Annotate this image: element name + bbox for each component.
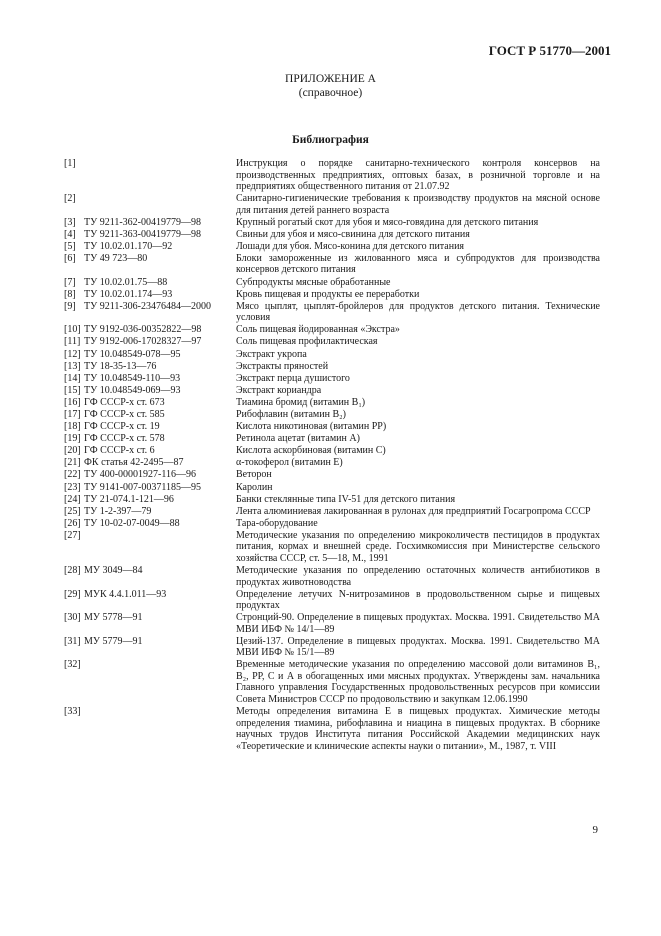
entry-reference <box>64 397 236 409</box>
entry-number: [3] <box>64 216 76 228</box>
entry-number: [18] <box>64 421 81 433</box>
entry-code: ГФ СССР-х ст. 585 <box>84 409 165 420</box>
entry-description: Лента алюминиевая лакированная в рулонах для предприятий Госагропрома СССР <box>236 505 591 517</box>
entry-reference <box>64 457 236 469</box>
entry-reference <box>64 361 236 373</box>
entry-number: [14] <box>64 372 81 384</box>
entry-description: Мясо цыплят, цыплят-бройлеров для продуктов детского питания. Технические условия <box>236 300 600 324</box>
entry-number: [17] <box>64 409 81 420</box>
entry-code: ТУ 10.02.01.174—93 <box>84 288 173 300</box>
entry-reference <box>64 518 236 530</box>
entry-reference <box>64 433 236 445</box>
entry-number: [8] <box>64 288 76 300</box>
bibliography-entry <box>64 373 600 385</box>
entry-reference <box>64 253 236 265</box>
bibliography-entry <box>64 589 600 612</box>
entry-reference <box>64 530 236 542</box>
entry-description: Блоки замороженные из жилованного мяса и субпродуктов для производства консервов детского питания <box>236 252 600 276</box>
entry-description: Веторон <box>236 469 272 481</box>
appendix-heading <box>0 72 661 100</box>
bibliography-entry <box>64 612 600 635</box>
entry-description: Кислота никотиновая (витамин РР) <box>236 421 387 433</box>
entry-reference <box>64 301 236 313</box>
entry-description: Тиамина бромид (витамин B₁) <box>236 396 366 408</box>
entry-description: Банки стеклянные типа IV-51 для детского питания <box>236 493 456 505</box>
bibliography-entry <box>64 530 600 565</box>
entry-number: [20] <box>64 445 81 457</box>
entry-number: [10] <box>64 324 81 336</box>
entry-reference <box>64 589 236 601</box>
entry-reference <box>64 409 236 421</box>
bibliography-entry <box>64 445 600 457</box>
entry-number: [30] <box>64 612 81 624</box>
bibliography-entry <box>64 193 600 216</box>
bibliography-entry <box>64 289 600 301</box>
entry-code: ТУ 400-00001927-116—96 <box>84 469 196 481</box>
entry-description: Каролин <box>236 481 273 493</box>
bibliography-entry <box>64 361 600 373</box>
bibliography-entry <box>64 706 600 752</box>
entry-description: Свиньи для убоя и мясо-свинина для детского питания <box>236 228 470 240</box>
entry-number: [11] <box>64 336 81 348</box>
entry-description: Методы определения витамина Е в пищевых продуктах. Химические методы определения тиамина, рибофлавина и ниацина в пищевых продуктах. В сборнике научных трудов Института питания Российской Академии медицинских наук «Теоретические и клинические аспекты науки о питании», М., 1987, т. VIII <box>236 706 600 752</box>
entry-number: [33] <box>64 706 81 717</box>
entry-number: [29] <box>64 588 81 600</box>
entry-code: МУ 5779—91 <box>84 635 143 647</box>
entry-number: [16] <box>64 396 81 408</box>
entry-description: Экстракт перца душистого <box>236 372 350 384</box>
bibliography-entry <box>64 518 600 530</box>
bibliography-entry <box>64 659 600 705</box>
bibliography-entry <box>64 349 600 361</box>
entry-code: ГФ СССР-х ст. 673 <box>84 396 165 408</box>
bibliography-entry <box>64 324 600 336</box>
entry-number: [13] <box>64 360 81 372</box>
entry-reference <box>64 277 236 289</box>
entry-code: ТУ 18-35-13—76 <box>84 360 157 372</box>
entry-number: [15] <box>64 384 81 396</box>
entry-description: Кровь пищевая и продукты ее переработки <box>236 288 420 300</box>
entry-code: ТУ 10.048549-069—93 <box>84 384 181 396</box>
entry-code: ГФ СССР-х ст. 6 <box>84 445 155 457</box>
entry-number: [27] <box>64 529 81 541</box>
entry-code: ТУ 49 723—80 <box>84 252 148 264</box>
entry-code: ТУ 21-074.1-121—96 <box>84 493 174 505</box>
entry-description: α-токоферол (витамин Е) <box>236 457 343 469</box>
entry-number: [26] <box>64 517 81 529</box>
entry-description: Цезий-137. Определение в пищевых продуктах. Москва. 1991. Свидетельство МА МВИ ИБФ № 15/1—89 <box>236 635 600 659</box>
entry-reference <box>64 445 236 457</box>
entry-number: [19] <box>64 433 81 445</box>
entry-reference <box>64 612 236 624</box>
entry-description: Экстракт кориандра <box>236 384 322 396</box>
page-number: 9 <box>592 824 598 836</box>
bibliography-entry <box>64 636 600 659</box>
entry-number: [22] <box>64 469 81 481</box>
entry-number: [24] <box>64 493 81 505</box>
entry-reference <box>64 336 236 348</box>
appendix-title: ПРИЛОЖЕНИЕ А <box>285 73 376 85</box>
entry-number: [1] <box>64 158 76 169</box>
bibliography-entry <box>64 506 600 518</box>
entry-number: [31] <box>64 635 81 647</box>
entry-description: Соль пищевая профилактическая <box>236 336 378 348</box>
entry-reference <box>64 506 236 518</box>
entry-description: Кислота аскорбиновая (витамин С) <box>236 445 386 457</box>
entry-description: Методические указания по определению остаточных количеств антибиотиков в продуктах животноводства <box>236 565 600 588</box>
bibliography-entry <box>64 385 600 397</box>
bibliography-entry <box>64 253 600 276</box>
entry-code: МУ 5778—91 <box>84 612 143 624</box>
entry-number: [21] <box>64 457 81 469</box>
bibliography-entry <box>64 482 600 494</box>
entry-description: Методические указания по определению микроколичеств пестицидов в продуктах питания, кормах и внешней среде. Госхимкомиссия при Министерстве сельского хозяйства СССР, ст. 5—18, М., 1991 <box>236 529 600 564</box>
entry-number: [5] <box>64 240 76 252</box>
entry-reference <box>64 565 236 577</box>
entry-code: ТУ 10.02.01.170—92 <box>84 240 173 252</box>
document-code: ГОСТ Р 51770—2001 <box>488 43 611 58</box>
entry-code: ТУ 10.048549-078—95 <box>84 348 181 360</box>
entry-description: Ретинола ацетат (витамин А) <box>236 433 360 445</box>
entry-number: [4] <box>64 228 76 240</box>
entry-reference <box>64 373 236 385</box>
entry-number: [28] <box>64 565 81 577</box>
entry-description: Крупный рогатый скот для убоя и мясо-говядина для детского питания <box>236 216 539 228</box>
entry-description: Экстракты пряностей <box>236 360 329 372</box>
entry-description: Санитарно-гигиенические требования к производству продуктов на мясной основе для питания детей раннего возраста <box>236 193 600 216</box>
entry-reference <box>64 241 236 253</box>
entry-code: ТУ 10-02-07-0049—88 <box>84 517 180 529</box>
bibliography-entry <box>64 433 600 445</box>
bibliography-title: Библиография <box>292 134 369 146</box>
entry-reference <box>64 158 236 170</box>
entry-reference <box>64 217 236 229</box>
bibliography-entry <box>64 469 600 481</box>
bibliography-entry <box>64 158 600 193</box>
entry-code: ТУ 1-2-397—79 <box>84 505 152 517</box>
entry-reference <box>64 494 236 506</box>
entry-code: ТУ 9211-362-00419779—98 <box>84 216 201 228</box>
bibliography-entry <box>64 241 600 253</box>
entry-code: ТУ 9211-306-23476484—2000 <box>84 300 211 312</box>
entry-description: Определение летучих N-нитрозаминов в продовольственном сырье и пищевых продуктах <box>236 588 600 612</box>
entry-description: Стронций-90. Определение в пищевых продуктах. Москва. 1991. Свидетельство МА МВИ ИБФ № 14/1—89 <box>236 612 600 635</box>
entry-number: [32] <box>64 659 81 671</box>
entry-code: ТУ 10.02.01.75—88 <box>84 276 168 288</box>
entry-number: [2] <box>64 193 76 205</box>
entry-description: Инструкция о порядке санитарно-технического контроля консервов на производственных предприятиях, оптовых базах, в розничной торговле и на предприятиях общественного питания от 21.07.92 <box>236 158 600 192</box>
entry-reference <box>64 193 236 205</box>
bibliography-entry <box>64 336 600 348</box>
bibliography-entry <box>64 565 600 588</box>
entry-number: [9] <box>64 300 76 312</box>
entry-reference <box>64 349 236 361</box>
entry-number: [23] <box>64 481 81 493</box>
entry-code: ТУ 10.048549-110—93 <box>84 372 181 384</box>
bibliography-entry <box>64 397 600 409</box>
entry-code: ТУ 9141-007-00371185—95 <box>84 481 201 493</box>
entry-reference <box>64 659 236 671</box>
entry-number: [6] <box>64 252 76 264</box>
entry-reference <box>64 636 236 648</box>
entry-reference <box>64 324 236 336</box>
entry-code: ТУ 9192-036-00352822—98 <box>84 324 202 336</box>
bibliography-entry <box>64 409 600 421</box>
entry-reference <box>64 482 236 494</box>
entry-description: Рибофлавин (витамин B₂) <box>236 409 346 420</box>
entry-description: Соль пищевая йодированная «Экстра» <box>236 324 400 336</box>
entry-code: МУК 4.4.1.011—93 <box>84 588 167 600</box>
bibliography-entry <box>64 301 600 324</box>
entry-number: [7] <box>64 276 76 288</box>
entry-reference <box>64 385 236 397</box>
entry-code: ТУ 9211-363-00419779—98 <box>84 228 201 240</box>
entry-code: ГФ СССР-х ст. 19 <box>84 421 160 433</box>
entry-reference <box>64 421 236 433</box>
bibliography-entry <box>64 229 600 241</box>
entry-description: Экстракт укропа <box>236 348 307 360</box>
entry-number: [12] <box>64 348 81 360</box>
bibliography-list <box>64 158 600 752</box>
entry-code: МУ 3049—84 <box>84 565 143 577</box>
bibliography-entry <box>64 421 600 433</box>
entry-reference <box>64 469 236 481</box>
entry-description: Временные методические указания по определению массовой доли витаминов B₁, B₂, РР, С и А в обогащенных ими мясных продуктах. Утверждены зам. начальника Главного управления Государственных продовольственных ресурсов при комиссии Совета Министров СССР по продовольствию и закупкам 12.06.1990 <box>236 659 600 705</box>
appendix-subtitle: (справочное) <box>298 87 363 99</box>
bibliography-entry <box>64 457 600 469</box>
entry-reference <box>64 289 236 301</box>
entry-description: Лошади для убоя. Мясо-конина для детского питания <box>236 240 465 252</box>
bibliography-entry <box>64 494 600 506</box>
entry-code: ГФ СССР-х ст. 578 <box>84 433 165 445</box>
bibliography-entry <box>64 217 600 229</box>
entry-reference <box>64 229 236 241</box>
bibliography-entry <box>64 277 600 289</box>
entry-code: ТУ 9192-006-17028327—97 <box>84 336 202 348</box>
entry-description: Тара-оборудование <box>236 517 318 529</box>
entry-description: Субпродукты мясные обработанные <box>236 276 391 288</box>
entry-number: [25] <box>64 505 81 517</box>
entry-code: ФК статья 42-2495—87 <box>84 457 184 469</box>
entry-reference <box>64 706 236 718</box>
